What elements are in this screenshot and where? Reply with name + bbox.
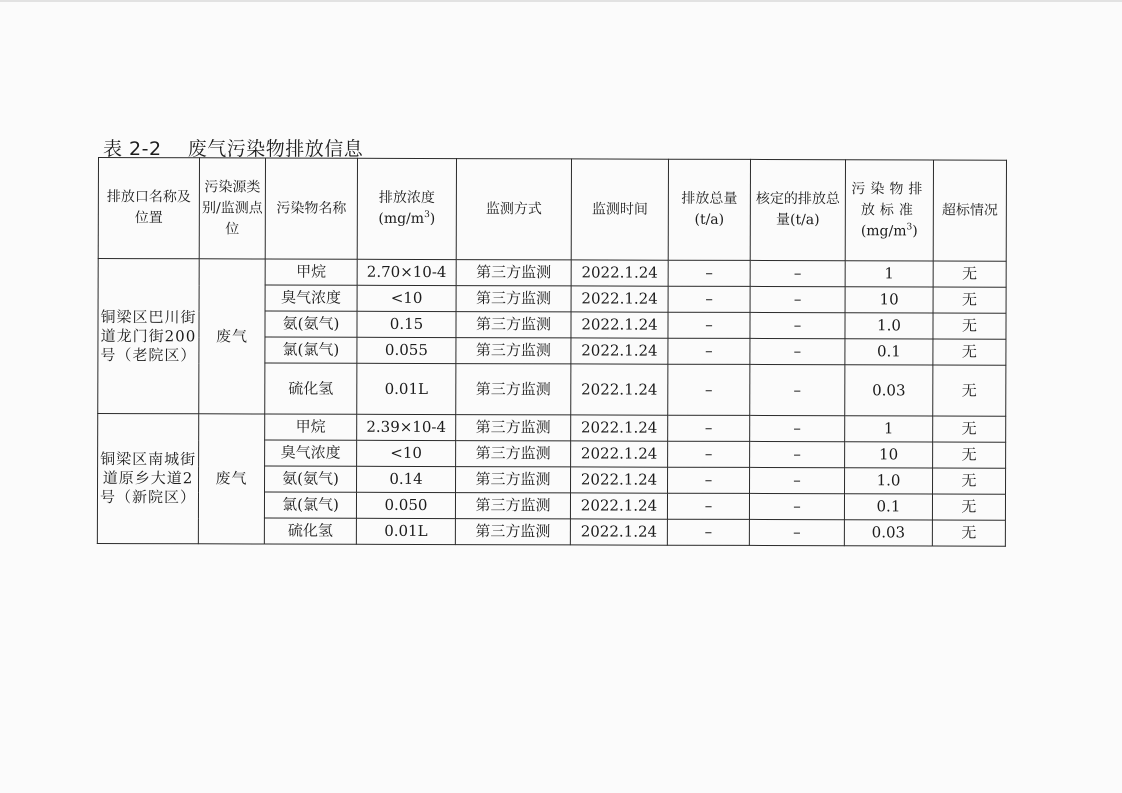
total-cell: – — [668, 286, 750, 312]
total-cell: – — [668, 415, 750, 441]
location-cell: 铜梁区南城街道原乡大道2号（新院区） — [97, 414, 198, 544]
exceed-cell: 无 — [933, 442, 1006, 468]
standard-cell: 10 — [845, 287, 933, 313]
time-cell: 2022.1.24 — [571, 441, 668, 467]
method-cell: 第三方监测 — [456, 260, 571, 286]
total-cell: – — [668, 441, 750, 467]
scan-edge — [0, 0, 1122, 2]
emissions-table — [97, 157, 1007, 547]
pollutant-cell: 臭气浓度 — [265, 440, 357, 466]
total-cell: – — [667, 493, 749, 519]
time-cell: 2022.1.24 — [570, 493, 667, 519]
exceed-cell: 无 — [933, 287, 1006, 313]
total-cell: – — [668, 467, 750, 493]
pollutant-cell: 氨(氨气) — [265, 311, 357, 337]
concentration-cell: 0.050 — [356, 492, 455, 518]
concentration-cell: <10 — [357, 440, 456, 466]
total-cell: – — [668, 260, 750, 286]
header-standard-unit: $(mg/m^3)$ — [860, 221, 918, 239]
concentration-cell: <10 — [357, 285, 456, 311]
standard-cell: 1 — [845, 416, 933, 442]
pollutant-cell: 硫化氢 — [264, 518, 356, 544]
header-method: 监测方式 — [456, 159, 571, 260]
source-type-cell: 废气 — [199, 259, 265, 414]
exceed-cell: 无 — [933, 313, 1006, 339]
time-cell: 2022.1.24 — [571, 260, 668, 286]
exceed-cell: 无 — [933, 339, 1006, 365]
approved-total-cell: – — [749, 493, 844, 519]
method-cell: 第三方监测 — [456, 312, 571, 338]
pollutant-cell: 臭气浓度 — [265, 285, 357, 311]
method-cell: 第三方监测 — [455, 493, 570, 519]
concentration-cell: 2.39×10-4 — [357, 414, 456, 440]
table-row — [98, 414, 1006, 443]
pollutant-cell: 甲烷 — [265, 259, 357, 285]
header-time: 监测时间 — [571, 159, 668, 260]
standard-cell: 1.0 — [845, 468, 933, 494]
method-cell: 第三方监测 — [456, 286, 571, 312]
concentration-cell: 0.01L — [356, 518, 455, 544]
header-concentration-unit: $(mg/m^3)$ — [378, 209, 436, 228]
header-source-type: 污染源类别/监测点位 — [199, 158, 265, 259]
pollutant-cell: 氯(氯气) — [264, 492, 356, 518]
header-total: 排放总量(t/a) — [668, 159, 750, 260]
time-cell: 2022.1.24 — [571, 415, 668, 441]
method-cell: 第三方监测 — [455, 519, 570, 545]
approved-total-cell: – — [750, 364, 845, 415]
total-cell: – — [668, 312, 750, 338]
method-cell: 第三方监测 — [456, 441, 571, 467]
standard-cell: 1 — [845, 261, 933, 287]
time-cell: 2022.1.24 — [571, 312, 668, 338]
time-cell: 2022.1.24 — [571, 286, 668, 312]
header-concentration — [357, 158, 456, 259]
source-type-cell: 废气 — [198, 414, 264, 544]
standard-cell: 1.0 — [845, 313, 933, 339]
pollutant-cell: 氯(氯气) — [265, 337, 357, 363]
header-location: 排放口名称及位置 — [98, 158, 199, 259]
concentration-cell: 0.01L — [357, 363, 456, 414]
header-standard — [845, 160, 933, 261]
total-cell: – — [668, 338, 750, 364]
exceed-cell: 无 — [932, 520, 1005, 546]
header-row — [98, 158, 1006, 262]
exceed-cell: 无 — [933, 416, 1006, 442]
approved-total-cell: – — [750, 467, 845, 493]
approved-total-cell: – — [750, 286, 845, 312]
concentration-cell: 0.055 — [357, 337, 456, 363]
total-cell: – — [668, 364, 750, 415]
time-cell: 2022.1.24 — [570, 519, 667, 545]
method-cell: 第三方监测 — [456, 415, 571, 441]
time-cell: 2022.1.24 — [571, 364, 668, 415]
header-approved-total: 核定的排放总量(t/a) — [750, 159, 845, 260]
method-cell: 第三方监测 — [456, 338, 571, 364]
exceed-cell: 无 — [933, 261, 1006, 287]
location-cell: 铜梁区巴川街道龙门街200号（老院区） — [98, 259, 199, 414]
table-row — [98, 259, 1006, 288]
exceed-cell: 无 — [932, 494, 1005, 520]
standard-cell: 0.03 — [845, 365, 933, 416]
approved-total-cell: – — [750, 441, 845, 467]
table-caption: 表 2-2 废气污染物排放信息 — [103, 138, 364, 160]
pollutant-cell: 硫化氢 — [265, 363, 357, 414]
time-cell: 2022.1.24 — [571, 338, 668, 364]
standard-cell: 0.1 — [844, 494, 932, 520]
approved-total-cell: – — [749, 519, 844, 545]
exceed-cell: 无 — [933, 365, 1006, 416]
header-concentration-label: 排放浓度 — [378, 189, 435, 206]
approved-total-cell: – — [750, 260, 845, 286]
standard-cell: 0.1 — [845, 339, 933, 365]
concentration-cell: 2.70×10-4 — [357, 259, 456, 285]
exceed-cell: 无 — [933, 468, 1006, 494]
total-cell: – — [667, 519, 749, 545]
pollutant-cell: 甲烷 — [265, 414, 357, 440]
time-cell: 2022.1.24 — [571, 467, 668, 493]
approved-total-cell: – — [750, 312, 845, 338]
header-standard-label: 污染物排放标准 — [851, 180, 928, 218]
approved-total-cell: – — [750, 415, 845, 441]
standard-cell: 0.03 — [844, 520, 932, 546]
concentration-cell: 0.15 — [357, 311, 456, 337]
header-exceed: 超标情况 — [933, 160, 1006, 261]
pollutant-cell: 氨(氨气) — [265, 466, 357, 492]
standard-cell: 10 — [845, 442, 933, 468]
method-cell: 第三方监测 — [456, 467, 571, 493]
concentration-cell: 0.14 — [357, 466, 456, 492]
method-cell: 第三方监测 — [456, 364, 571, 415]
approved-total-cell: – — [750, 338, 845, 364]
header-pollutant: 污染物名称 — [265, 158, 357, 259]
